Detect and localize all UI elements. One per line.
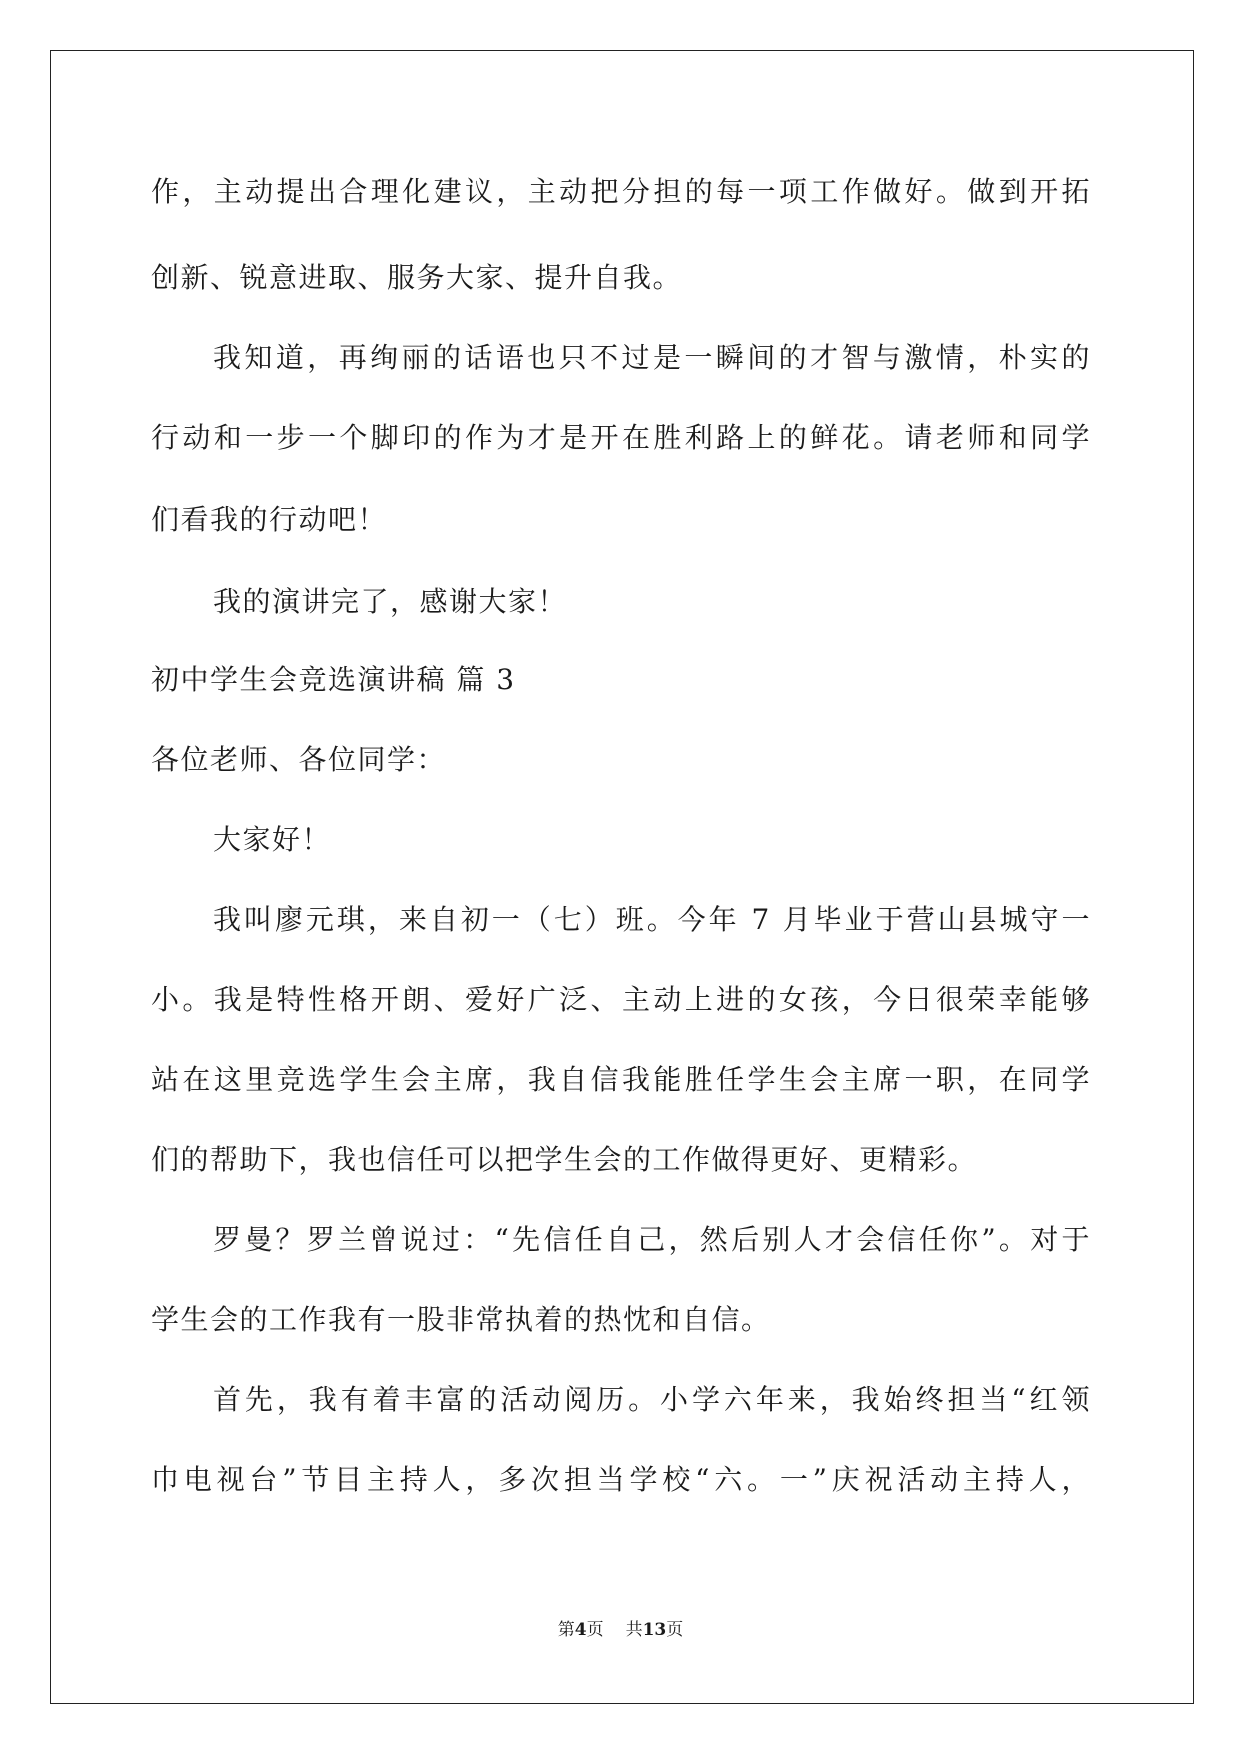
- paragraph-line: 们的帮助下，我也信任可以把学生会的工作做得更好、更精彩。: [151, 1143, 978, 1176]
- paragraph-line: 学生会的工作我有一股非常执着的热忱和自信。: [151, 1303, 771, 1336]
- footer-page-prefix: 第: [557, 1620, 575, 1640]
- footer-page-suffix: 页: [586, 1620, 604, 1640]
- paragraph-line: 站在这里竞选学生会主席，我自信我能胜任学生会主席一职，在同学: [151, 1063, 1091, 1096]
- paragraph-line: 小。我是特性格开朗、爱好广泛、主动上进的女孩，今日很荣幸能够: [151, 983, 1091, 1016]
- paragraph-line: 巾电视台”节目主持人，多次担当学校“六。一”庆祝活动主持人，: [151, 1463, 1091, 1496]
- footer-page-number: 4: [574, 1620, 587, 1640]
- page-footer: [0, 1618, 1241, 1642]
- paragraph-line: 行动和一步一个脚印的作为才是开在胜利路上的鲜花。请老师和同学: [151, 421, 1091, 454]
- footer-total-suffix: 页: [666, 1620, 684, 1640]
- section-heading: 初中学生会竞选演讲稿 篇 3: [151, 663, 516, 696]
- paragraph-line: 创新、锐意进取、服务大家、提升自我。: [151, 261, 683, 294]
- paragraph-line: 首先，我有着丰富的活动阅历。小学六年来，我始终担当“红领: [213, 1383, 1091, 1416]
- page-border: [50, 50, 1194, 1704]
- greeting: 大家好！: [213, 823, 332, 856]
- footer-total-number: 13: [642, 1620, 667, 1640]
- paragraph-line: 罗曼？罗兰曾说过：“先信任自己，然后别人才会信任你”。对于: [213, 1223, 1091, 1256]
- paragraph-line: 作，主动提出合理化建议，主动把分担的每一项工作做好。做到开拓: [151, 175, 1091, 208]
- paragraph-line: 我的演讲完了，感谢大家！: [213, 585, 568, 618]
- salutation: 各位老师、各位同学：: [151, 743, 447, 776]
- paragraph-line: 们看我的行动吧！: [151, 503, 388, 536]
- paragraph-line: 我叫廖元琪，来自初一（七）班。今年 7 月毕业于营山县城守一: [213, 903, 1091, 936]
- footer-total-prefix: 共: [625, 1620, 643, 1640]
- paragraph-line: 我知道，再绚丽的话语也只不过是一瞬间的才智与激情，朴实的: [213, 341, 1091, 374]
